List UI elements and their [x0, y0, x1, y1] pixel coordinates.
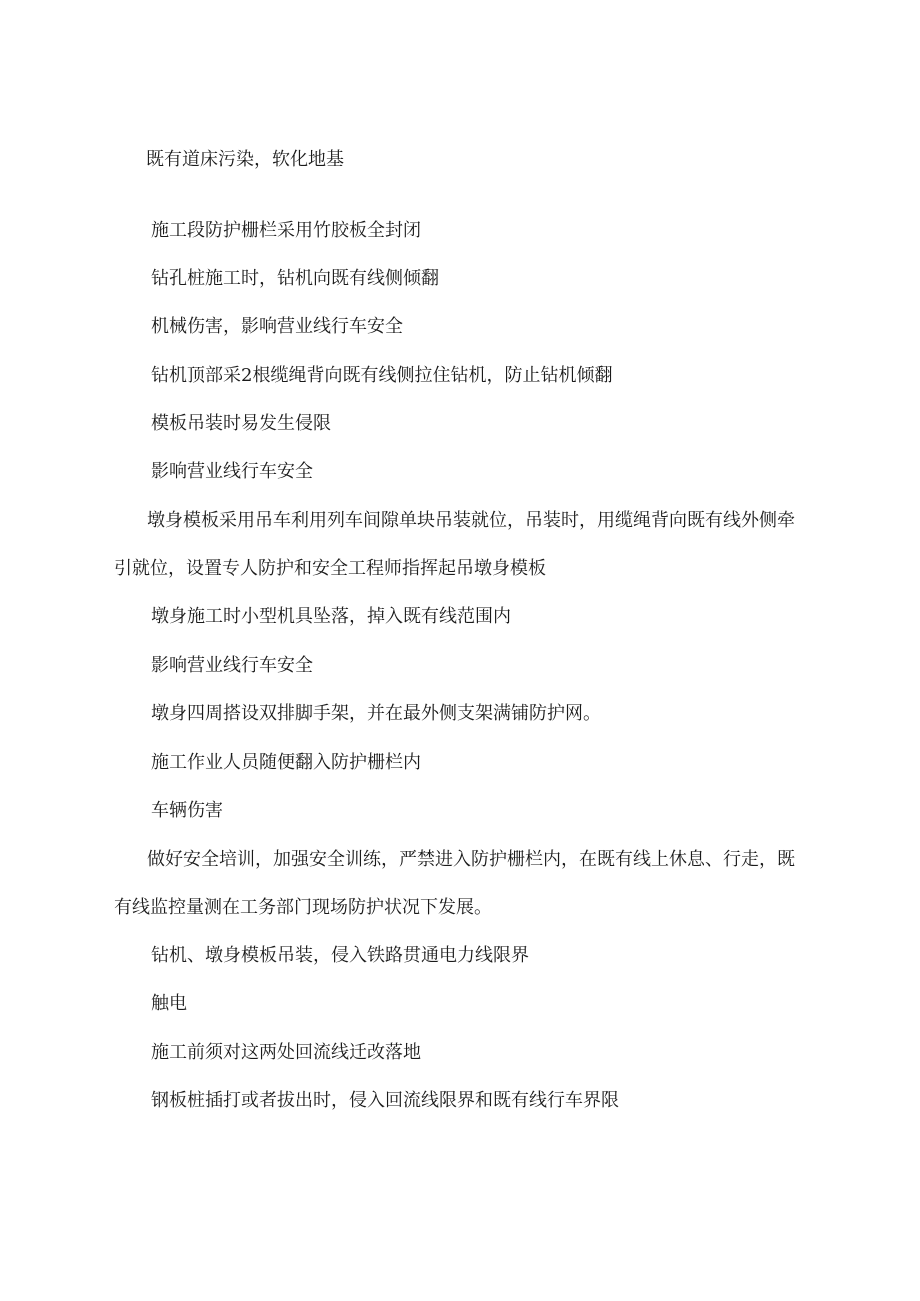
- text-line-12: 施工作业人员随便翻入防护栅栏内: [151, 752, 421, 773]
- text-line-5: 钻机顶部采2根缆绳背向既有线侧拉住钻机，防止钻机倾翻: [151, 365, 613, 386]
- text-paragraph-14: 做好安全培训，加强安全训练，严禁进入防护栅栏内，在既有线上休息、行走，既有线监控量测在工务部门现场防护状况下发展。: [114, 849, 795, 918]
- text-line-6: 模板吊装时易发生侵限: [151, 413, 331, 434]
- text-line-15: 钻机、墩身模板吊装，侵入铁路贯通电力线限界: [151, 945, 529, 966]
- text-line-9: 墩身施工时小型机具坠落，掉入既有线范围内: [151, 606, 511, 627]
- text-line-7: 影响营业线行车安全: [151, 461, 313, 482]
- text-line-13: 车辆伤害: [151, 800, 223, 821]
- text-line-10: 影响营业线行车安全: [151, 655, 313, 676]
- text-line-3: 钻孔桩施工时，钻机向既有线侧倾翻: [151, 268, 439, 289]
- text-line-16: 触电: [151, 993, 187, 1014]
- text-paragraph-8: 墩身模板采用吊车利用列车间隙单块吊装就位，吊装时，用缆绳背向既有线外侧牵引就位，设置专人防护和安全工程师指挥起吊墩身模板: [114, 510, 795, 579]
- text-line-18: 钢板桩插打或者拔出时，侵入回流线限界和既有线行车界限: [151, 1090, 619, 1111]
- text-line-2: 施工段防护栅栏采用竹胶板全封闭: [151, 220, 421, 241]
- text-line-1: 既有道床污染，软化地基: [146, 149, 344, 170]
- text-line-11: 墩身四周搭设双排脚手架，并在最外侧支架满铺防护网。: [151, 703, 601, 724]
- text-line-17: 施工前须对这两处回流线迁改落地: [151, 1042, 421, 1063]
- text-line-4: 机械伤害，影响营业线行车安全: [151, 316, 403, 337]
